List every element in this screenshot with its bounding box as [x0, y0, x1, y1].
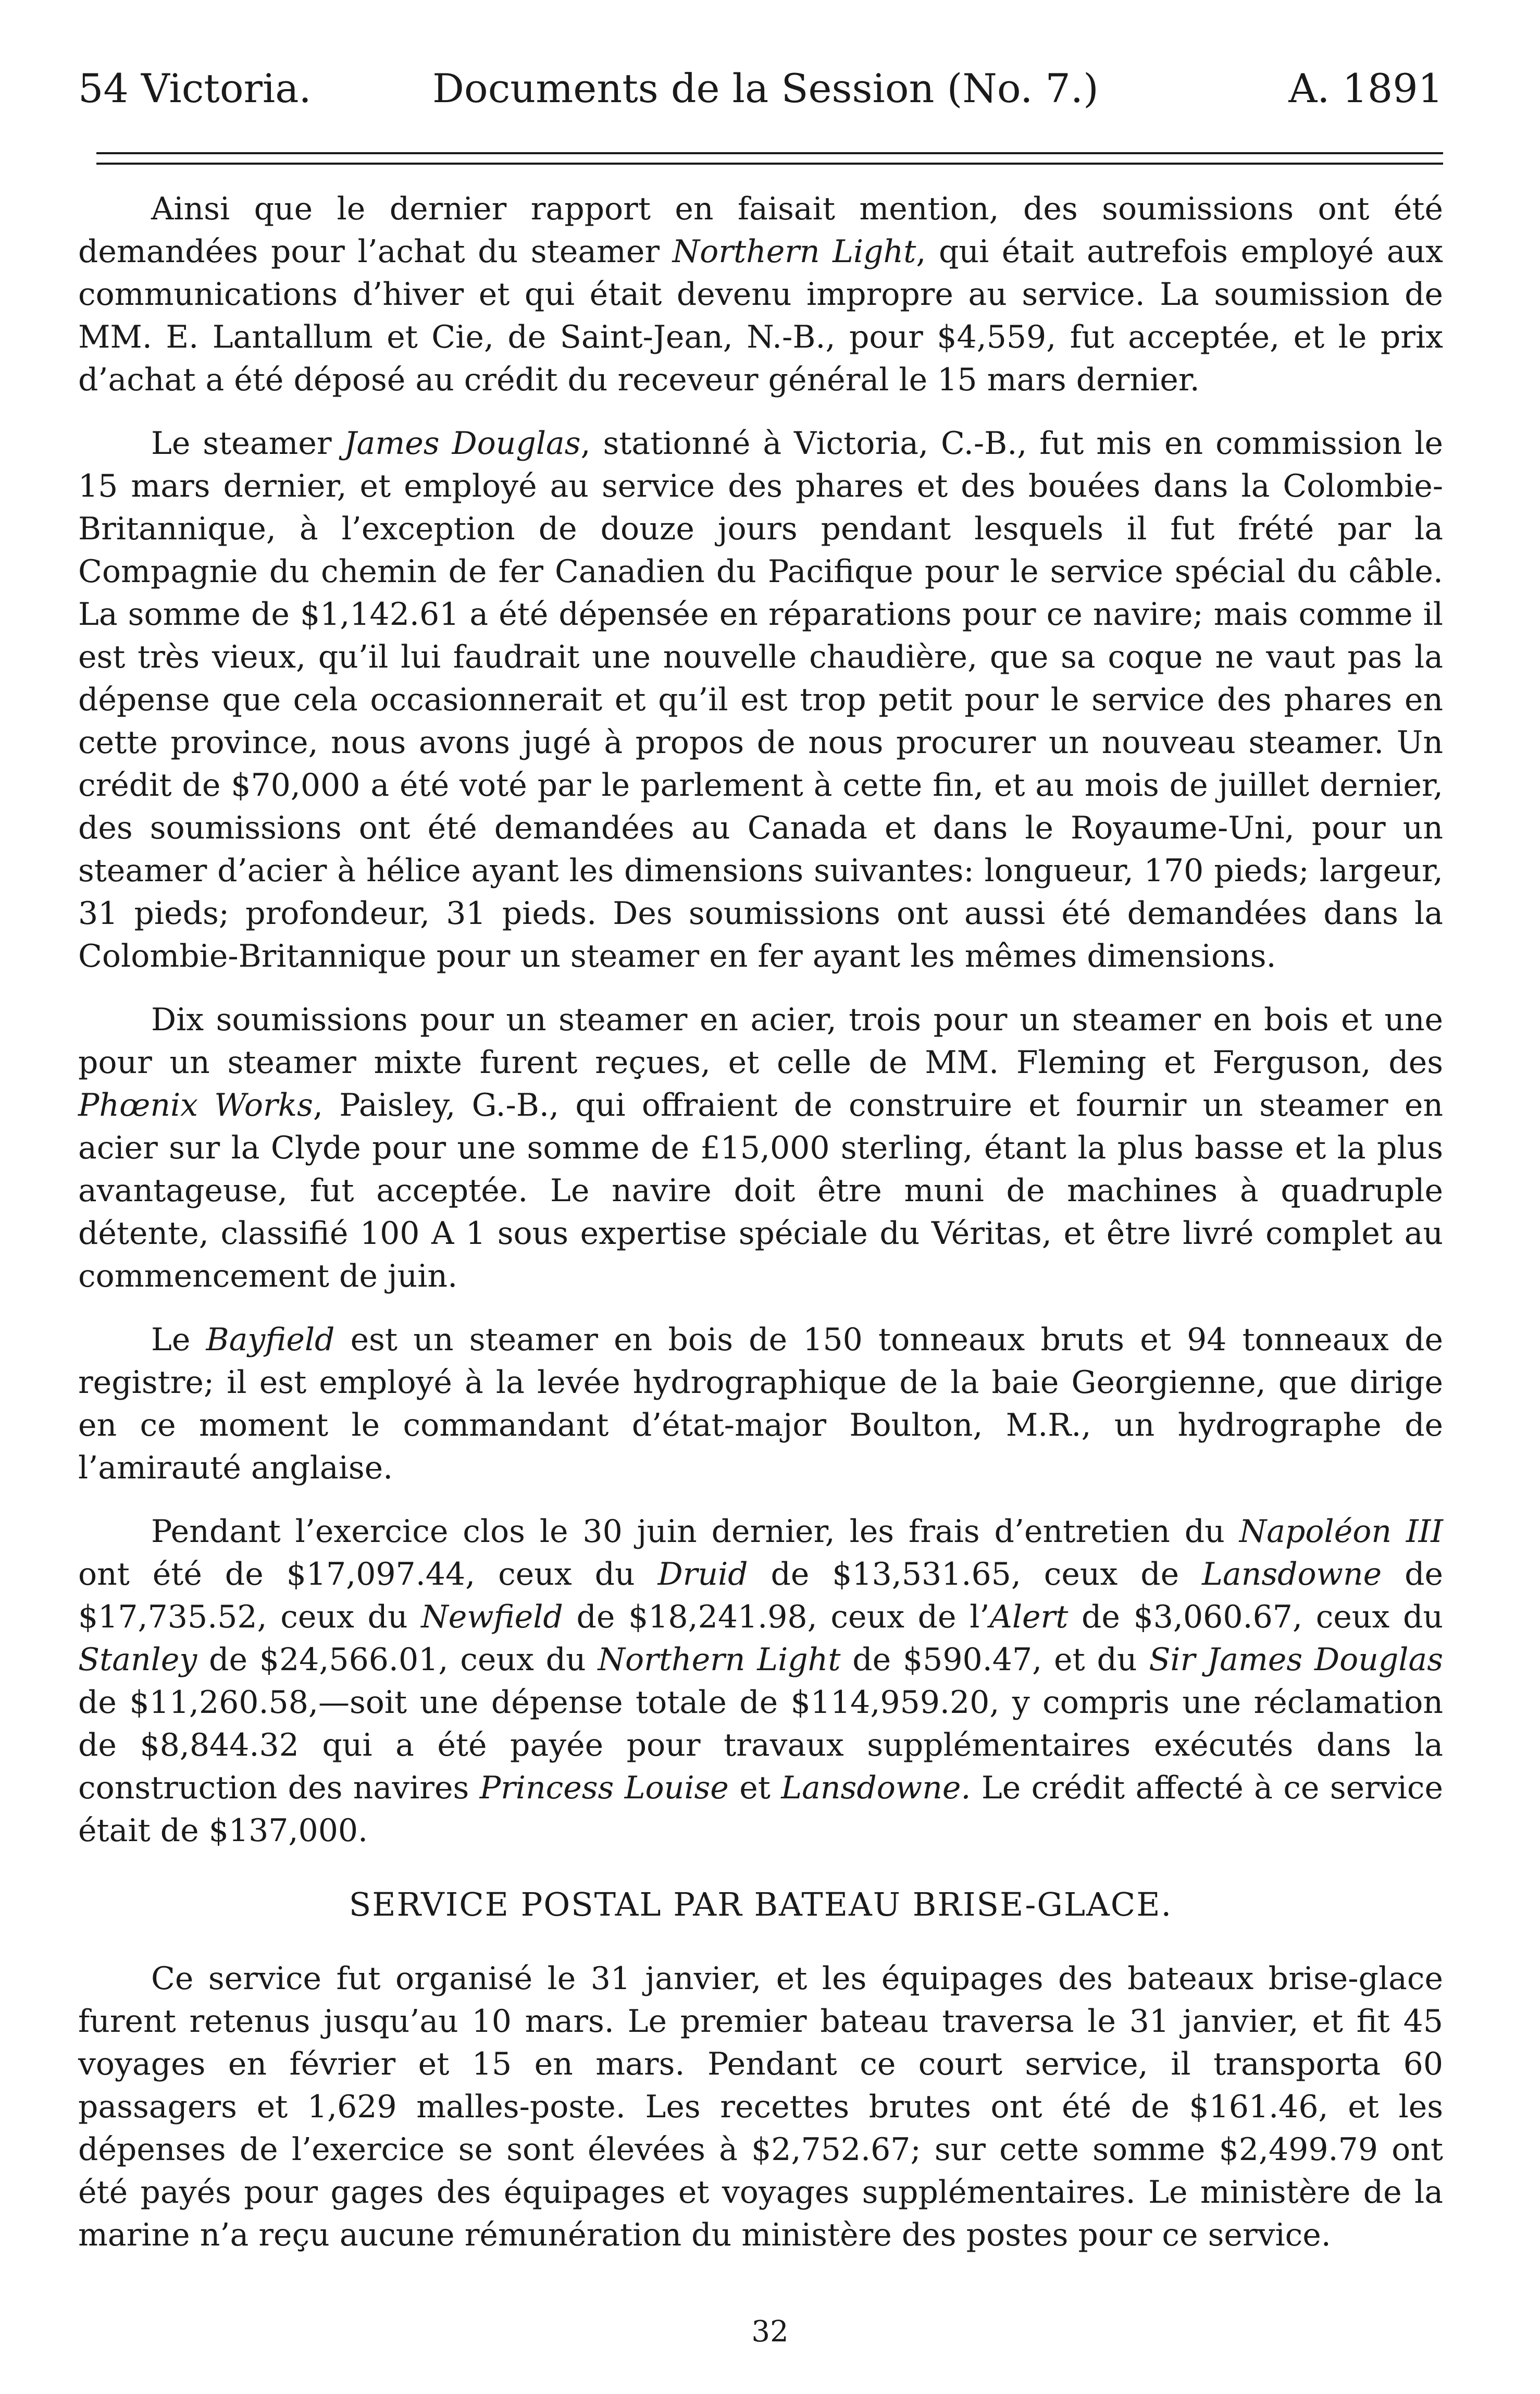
running-header: [78, 57, 1443, 120]
page-number: 32: [751, 2315, 789, 2349]
main-text: [78, 188, 1443, 2277]
header-volume: 54 Victoria.: [78, 65, 312, 112]
paragraph: Le steamer James Douglas, stationné à Victoria, C.-B., fut mis en commission le 15 mars dernier, et employé au service des phares et des bouées dans la Colombie-Britannique, à l’exception de douze jours pendant lesquels il fut frété par la Compagnie du chemin de fer Canadien du Pacifique pour le service spécial du câble. La somme de $1,142.61 a été dépensée en réparations pour ce navire; mais comme il est très vieux, qu’il lui faudrait une nouvelle chaudière, que sa coque ne vaut pas la dépense que cela occasionnerait et qu’il est trop petit pour le service des phares en cette province, nous avons jugé à propos de nous procurer un nouveau steamer. Un crédit de $70,000 a été voté par le parlement à cette fin, et au mois de juillet dernier, des soumissions ont été demandées au Canada et dans le Royaume-Uni, pour un steamer d’acier à hélice ayant les dimensions suivantes: longueur, 170 pieds; largeur, 31 pieds; profondeur, 31 pieds. Des soumissions ont aussi été demandées dans la Colombie-Britannique pour un steamer en fer ayant les mêmes dimensions.: [78, 425, 1443, 974]
italic-name: Northern Light: [598, 1642, 841, 1678]
italic-name: Lansdowne: [1202, 1556, 1382, 1593]
header-title: Documents de la Session (No. 7.): [432, 65, 1099, 112]
paragraph: Ce service fut organisé le 31 janvier, et les équipages des bateaux brise-glace furent retenus jusqu’au 10 mars. Le premier bateau traversa le 31 janvier, et fit 45 voyages en février et 15 en mars. Pendant ce court service, il transporta 60 passagers et 1,629 malles-poste. Les recettes brutes ont été de $161.46, et les dépenses de l’exercice se sont élevées à $2,752.67; sur cette somme $2,499.79 ont été payés pour gages des équipages et voyages supplémentaires. Le ministère de la marine n’a reçu aucune rémunération du ministère des postes pour ce service.: [78, 1960, 1443, 2253]
italic-name: Bayfield: [206, 1322, 335, 1358]
italic-name: Lansdowne.: [781, 1770, 971, 1806]
italic-name: Northern Light: [672, 233, 916, 270]
italic-name: Sir James Douglas: [1149, 1642, 1443, 1678]
italic-name: Alert: [989, 1599, 1069, 1635]
italic-name: Druid: [657, 1556, 748, 1593]
header-rule-top: [96, 152, 1443, 154]
italic-name: Phœnix Works: [78, 1087, 313, 1124]
header-rule-bottom: [96, 163, 1443, 165]
section-heading: SERVICE POSTAL PAR BATEAU BRISE-GLACE.: [349, 1885, 1173, 1923]
paragraph: Pendant l’exercice clos le 30 juin dernier, les frais d’entretien du Napoléon III ont été de $17,097.44, ceux du Druid de $13,531.65, ceux de Lansdowne de $17,735.52, ceux du Newfield de $18,241.98, ceux de l’Alert de $3,060.67, ceux du Stanley de $24,566.01, ceux du Northern Light de $590.47, et du Sir James Douglas de $11,260.58,—soit une dépense totale de $114,959.20, y compris une réclamation de $8,844.32 qui a été payée pour travaux supplémentaires exécutés dans la construction des navires Princess Louise et Lansdowne. Le crédit affecté à ce service était de $137,000.: [78, 1513, 1444, 1849]
italic-name: Newfield: [421, 1599, 563, 1635]
italic-name: Princess Louise: [479, 1770, 729, 1806]
paragraph: Ainsi que le dernier rapport en faisait mention, des soumissions ont été demandées pour l’achat du steamer Northern Light, qui était autrefois employé aux communications d’hiver et qui était devenu impropre au service. La soumission de MM. E. Lantallum et Cie, de Saint-Jean, N.-B., pour $4,559, fut acceptée, et le prix d’achat a été déposé au crédit du receveur général le 15 mars dernier.: [78, 191, 1444, 398]
header-year: A. 1891: [1288, 65, 1443, 112]
paragraph: Le Bayfield est un steamer en bois de 150 tonneaux bruts et 94 tonneaux de registre; il est employé à la levée hydrographique de la baie Georgienne, que dirige en ce moment le commandant d’état-major Boulton, M.R., un hydrographe de l’amirauté anglaise.: [78, 1322, 1443, 1486]
paragraph: Dix soumissions pour un steamer en acier, trois pour un steamer en bois et une pour un steamer mixte furent reçues, et celle de MM. Fleming et Ferguson, des Phœnix Works, Paisley, G.-B., qui offraient de construire et fournir un steamer en acier sur la Clyde pour une somme de £15,000 sterling, étant la plus basse et la plus avantageuse, fut acceptée. Le navire doit être muni de machines à quadruple détente, classifié 100 A 1 sous expertise spéciale du Véritas, et être livré complet au commencement de juin.: [78, 1002, 1443, 1294]
italic-name: James Douglas: [344, 425, 581, 462]
italic-name: Napoléon III: [1239, 1513, 1443, 1550]
italic-name: Stanley: [78, 1642, 197, 1678]
